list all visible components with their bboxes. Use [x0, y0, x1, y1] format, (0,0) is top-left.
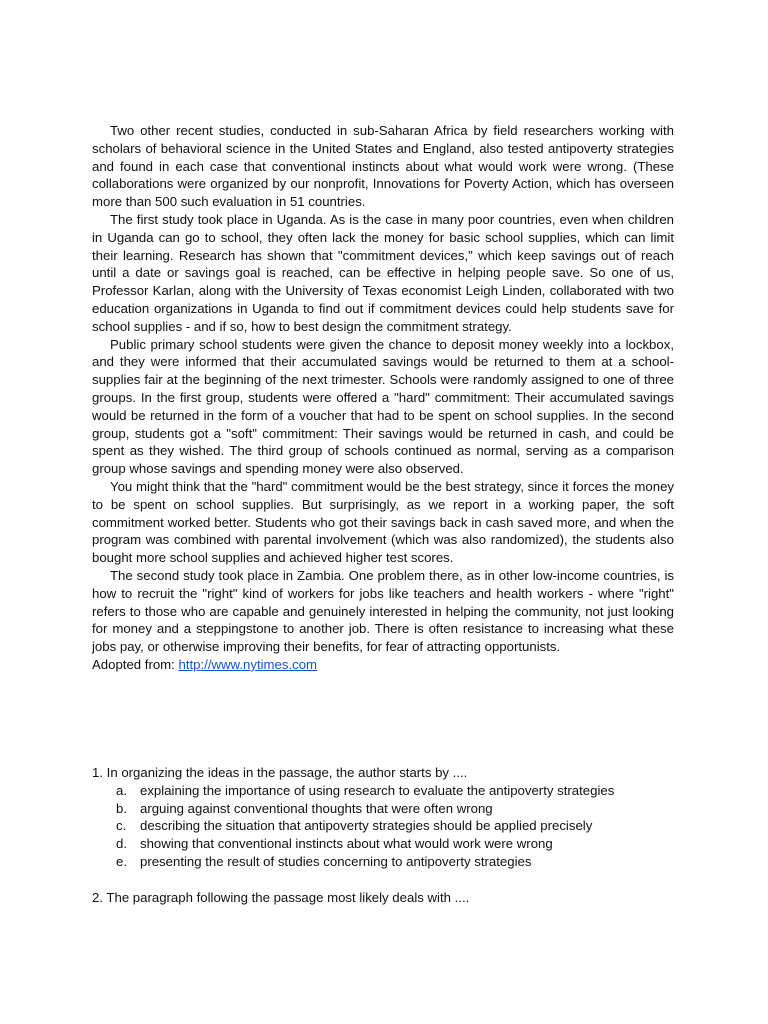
source-link[interactable]: http://www.nytimes.com — [178, 656, 318, 672]
reading-passage — [92, 122, 674, 674]
option-text: describing the situation that antipoverty strategies should be applied precisely — [140, 818, 593, 834]
question-2 — [92, 889, 674, 907]
source-label: Adopted from: — [92, 656, 175, 672]
option-c — [116, 817, 674, 835]
option-text: showing that conventional instincts about what would work were wrong — [140, 836, 553, 852]
option-letter: b. — [116, 800, 127, 816]
passage-paragraph-3: Public primary school students were given the chance to deposit money weekly into a lockbox, and they were informed that their accumulated savings would be returned to them at a school-supplies fair at the beginning of the next trimester. Schools were randomly assigned to one of three groups. In the first group, students were offered a "hard" commitment: Their accumulated savings would be returned in the form of a voucher that had to be spent on school supplies. In the second group, students got a "soft" commitment: Their savings would be returned in cash, and could be spent as they wished. The third group of schools continued as normal, serving as a comparison group whose savings and spending money were also observed. — [92, 336, 674, 477]
question-2-stem: 2. The paragraph following the passage most likely deals with .... — [92, 889, 470, 905]
question-1-options — [92, 782, 674, 871]
option-letter: e. — [116, 853, 127, 869]
option-letter: c. — [116, 818, 127, 834]
passage-paragraph-1: Two other recent studies, conducted in sub-Saharan Africa by field researchers working with scholars of behavioral science in the United States and England, also tested antipoverty strategies and found in each case that conventional instincts about what would work were wrong. (These collaborations were organized by our nonprofit, Innovations for Poverty Action, which has overseen more than 500 such evaluation in 51 countries. — [92, 123, 674, 210]
option-b — [116, 800, 674, 818]
passage-paragraph-2: The first study took place in Uganda. As is the case in many poor countries, even when children in Uganda can go to school, they often lack the money for basic school supplies, which can limit their learning. Research has shown that "commitment devices," which keep savings out of reach until a date or savings goal is reached, can be effective in helping people save. So one of us, Professor Karlan, along with the University of Texas economist Leigh Linden, collaborated with two education organizations in Uganda to find out if commitment devices could help students save for school supplies - and if so, how to best design the commitment strategy. — [92, 211, 674, 334]
passage-paragraph-4: You might think that the "hard" commitment would be the best strategy, since it forces the money to be spent on school supplies. But surprisingly, as we report in a working paper, the soft commitment worked better. Students who got their savings back in cash saved more, and when the program was combined with parental involvement (which was also randomized), the students also bought more school supplies and achieved higher test scores. — [92, 478, 674, 566]
option-letter: d. — [116, 836, 127, 852]
questions-section — [92, 764, 674, 906]
option-text: explaining the importance of using research to evaluate the antipoverty strategies — [140, 782, 615, 798]
option-e — [116, 853, 674, 871]
question-1 — [92, 764, 674, 871]
question-1-stem: 1. In organizing the ideas in the passage, the author starts by .... — [92, 765, 468, 780]
option-a — [116, 782, 674, 800]
option-d — [116, 835, 674, 853]
source-line — [92, 656, 674, 674]
passage-paragraph-5: The second study took place in Zambia. One problem there, as in other low-income countries, is how to recruit the "right" kind of workers for jobs like teachers and health workers - where "right" refers to those who are capable and genuinely interested in helping the community, not just looking for money and a steppingstone to another job. There is often resistance to increasing what these jobs pay, or otherwise improving their benefits, for fear of attracting opportunists. — [92, 567, 674, 655]
option-text: presenting the result of studies concerning to antipoverty strategies — [140, 853, 532, 869]
option-letter: a. — [116, 782, 127, 798]
option-text: arguing against conventional thoughts that were often wrong — [140, 800, 493, 816]
